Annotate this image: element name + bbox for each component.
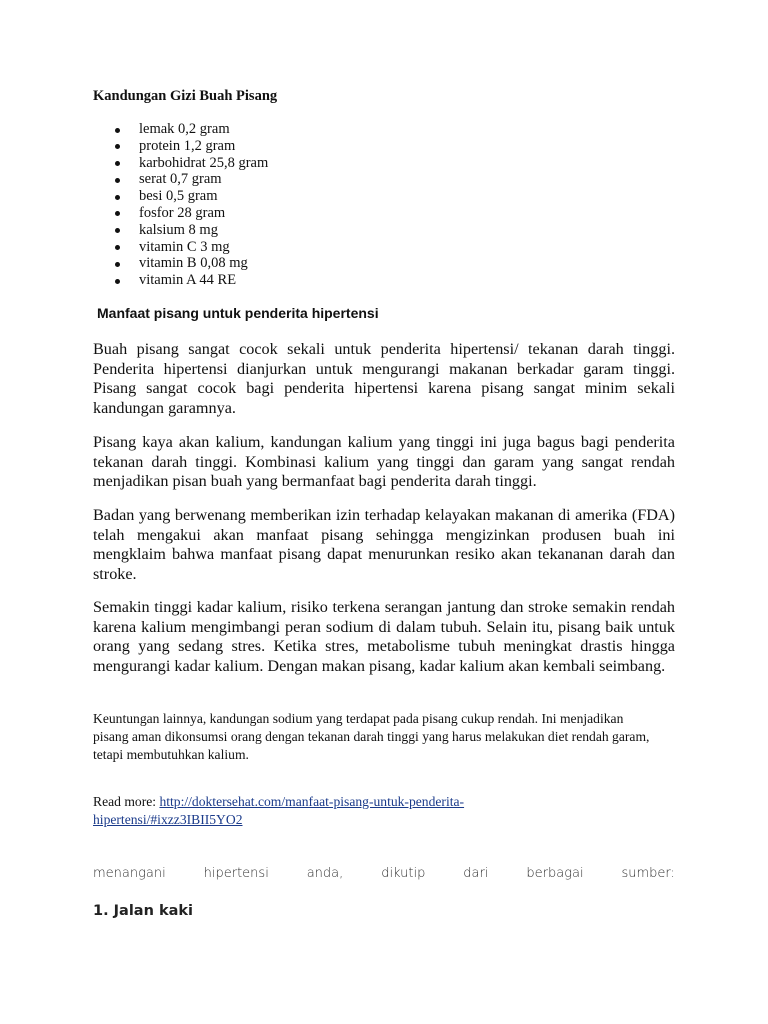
benefits-heading: Manfaat pisang untuk penderita hipertensi xyxy=(97,305,379,321)
sources-line xyxy=(93,866,675,881)
list-item xyxy=(93,155,268,172)
benefit-paragraph-1: Buah pisang sangat cocok sekali untuk penderita hipertensi/ tekanan darah tinggi. Penderita hipertensi dianjurkan untuk mengurangi makanan berkadar garam tinggi. Pisang sangat cocok bagi penderita hipertensi karena pisang sangat minim sekali kandungan garamnya. xyxy=(93,340,675,417)
list-item xyxy=(93,255,268,272)
list-item xyxy=(93,222,268,239)
benefit-paragraph-3: Badan yang berwenang memberikan izin terhadap kelayakan makanan di amerika (FDA) telah mengakui akan manfaat pisang sehingga mengizinkan produsen buah ini mengklaim bahwa manfaat pisang dapat menurunkan resiko akan tekananan darah dan stroke. xyxy=(93,506,675,583)
step-heading: 1. Jalan kaki xyxy=(93,903,193,919)
list-item xyxy=(93,239,268,256)
benefit-paragraph-2: Pisang kaya akan kalium, kandungan kalium yang tinggi ini juga bagus bagi penderita tekanan darah tinggi. Kombinasi kalium yang tinggi dan garam yang sangat rendah menjadikan pisan buah yang bermanfaat bagi penderita darah tinggi. xyxy=(93,433,675,490)
sources-word: sumber: xyxy=(621,866,675,881)
nutrient-label: karbohidrat 25,8 gram xyxy=(139,154,269,171)
bullet-icon xyxy=(115,161,120,166)
read-more xyxy=(93,793,613,828)
nutrient-label: vitamin B 0,08 mg xyxy=(139,255,248,272)
sodium-paragraph: Keuntungan lainnya, kandungan sodium yang terdapat pada pisang cukup rendah. Ini menjadikan pisang aman dikonsumsi orang dengan tekanan darah tinggi yang harus melakukan diet rendah garam, tetapi membutuhkan kalium. xyxy=(93,711,650,762)
bullet-icon xyxy=(115,279,120,284)
bullet-icon xyxy=(115,128,120,133)
list-item xyxy=(93,121,268,138)
bullet-icon xyxy=(115,245,120,250)
bullet-icon xyxy=(115,228,120,233)
nutrient-label: vitamin A 44 RE xyxy=(139,272,237,289)
nutrition-heading: Kandungan Gizi Buah Pisang xyxy=(93,88,278,104)
list-item xyxy=(93,138,268,155)
source-link-line-1: http://doktersehat.com/manfaat-pisang-untuk-penderita- xyxy=(159,794,465,809)
sources-word: berbagai xyxy=(526,866,584,881)
list-item xyxy=(93,171,268,188)
benefit-paragraph-4: Semakin tinggi kadar kalium, risiko terkena serangan jantung dan stroke semakin rendah karena kalium mengimbangi peran sodium di dalam tubuh. Selain itu, pisang baik untuk orang yang sedang stres. Ketika stres, metabolisme tubuh meningkat drastis hingga mengurangi kadar kalium. Dengan makan pisang, kadar kalium akan kembali seimbang. xyxy=(93,598,675,675)
bullet-icon xyxy=(115,211,120,216)
nutrient-label: protein 1,2 gram xyxy=(139,137,236,154)
nutrient-label: besi 0,5 gram xyxy=(139,188,218,205)
bullet-icon xyxy=(115,144,120,149)
sources-word: menangani xyxy=(93,866,166,881)
sources-word: dikutip xyxy=(381,866,426,881)
nutrient-label: serat 0,7 gram xyxy=(139,171,222,188)
sources-word: hipertensi xyxy=(203,866,269,881)
bullet-icon xyxy=(115,195,120,200)
bullet-icon xyxy=(115,262,120,267)
list-item xyxy=(93,272,268,289)
nutrient-label: kalsium 8 mg xyxy=(139,221,218,238)
sources-word: dari xyxy=(463,866,489,881)
list-item xyxy=(93,188,268,205)
nutrient-label: fosfor 28 gram xyxy=(139,204,226,221)
source-link-line-2: hipertensi/#ixzz3IBII5YO2 xyxy=(93,811,243,827)
nutrient-list xyxy=(93,121,268,289)
bullet-icon xyxy=(115,178,120,183)
nutrient-label: lemak 0,2 gram xyxy=(139,121,230,137)
list-item xyxy=(93,205,268,222)
nutrient-label: vitamin C 3 mg xyxy=(139,238,230,255)
sources-word: anda, xyxy=(306,866,344,881)
read-more-label: Read more: xyxy=(93,794,160,809)
